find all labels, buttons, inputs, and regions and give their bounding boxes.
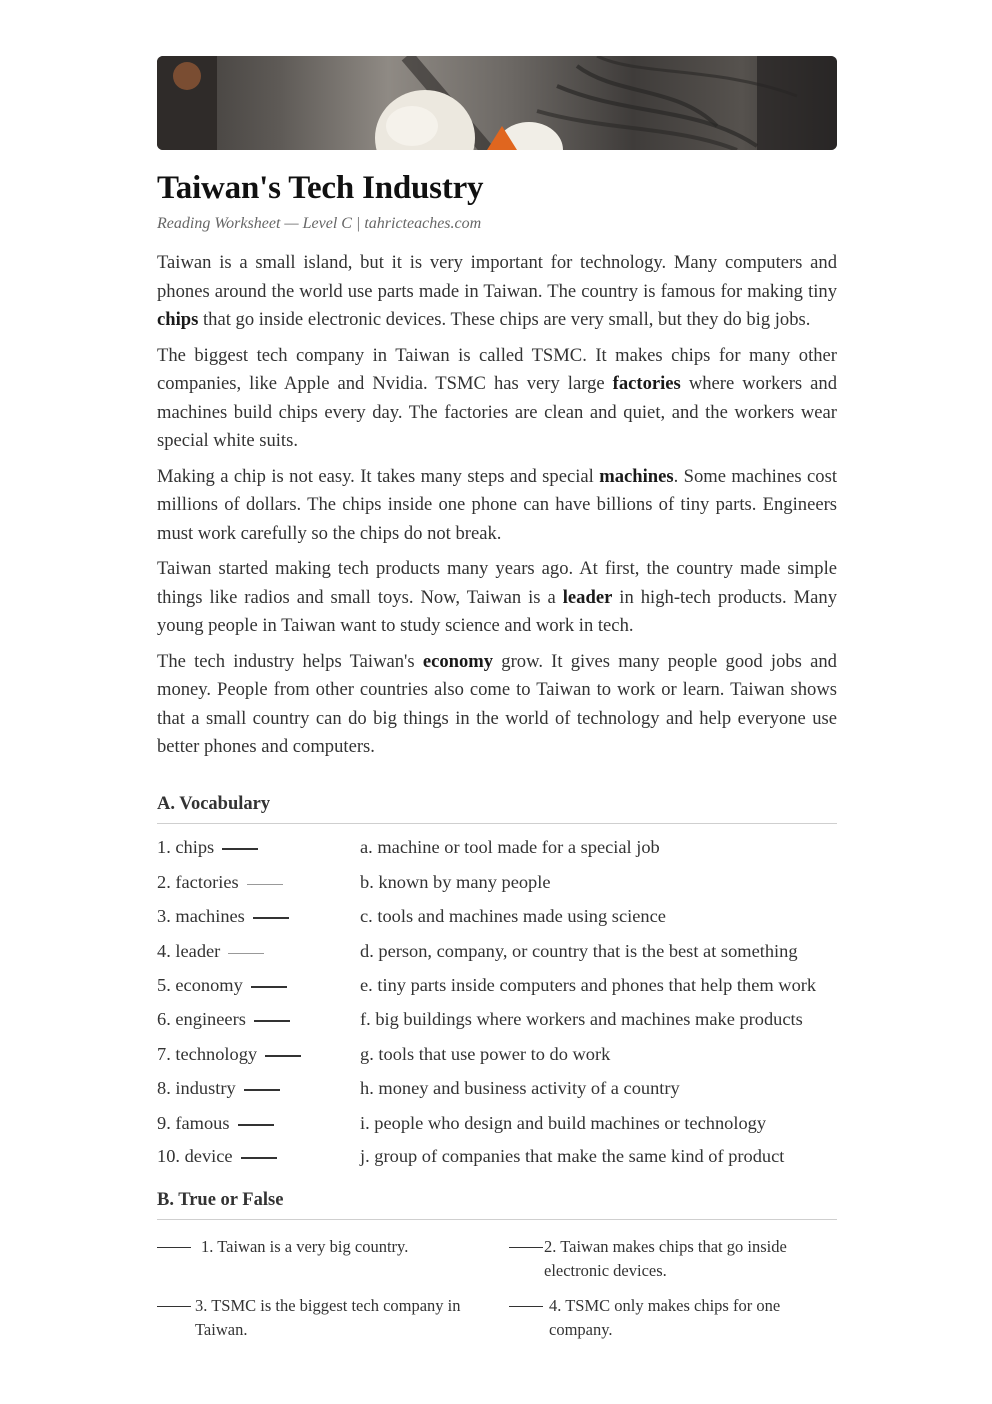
vocab-row: [157, 837, 877, 863]
answer-blank[interactable]: [222, 848, 258, 850]
paragraph: Taiwan is a small island, but it is very important for technology. Many computers and phones around the world use parts made in Taiwan. The country is famous for making tiny chips that go inside electronic devices. These chips are very small, but they do big jobs.: [157, 252, 837, 330]
answer-blank[interactable]: [509, 1247, 543, 1248]
vocab-term: 3. machines: [157, 906, 245, 926]
vocab-term: 4. leader: [157, 941, 221, 961]
page-title: Taiwan's Tech Industry: [157, 170, 484, 206]
true-false-heading: B. True or False: [157, 1190, 837, 1220]
paragraph: The biggest tech company in Taiwan is called TSMC. It makes chips for many other companies, like Apple and Nvidia. TSMC has very large factories where workers and machines build chips every day. The factories are clean and quiet, and the workers wear special white suits.: [157, 344, 838, 451]
vocab-term: 8. industry: [157, 1078, 236, 1098]
vocab-row: [157, 872, 877, 898]
vocab-row: [157, 906, 877, 932]
worksheet-page: [157, 56, 838, 1339]
true-false-item: 3. TSMC is the biggest tech company in Taiwan.: [157, 1294, 487, 1342]
paragraph: The tech industry helps Taiwan's economy grow. It gives many people good jobs and money. People from other countries also come to Taiwan to work or learn. Taiwan shows that a small country can do big things in the world of technology and help everyone use better phones and computers.: [157, 650, 837, 757]
vocab-row: [157, 1146, 877, 1172]
vocab-term: 2. factories: [157, 872, 239, 892]
answer-blank[interactable]: [157, 1247, 191, 1248]
vocab-definition: e. tiny parts inside computers and phones that help them work: [360, 975, 817, 995]
true-false-item: 1. Taiwan is a very big country.: [157, 1235, 487, 1283]
keyword: economy: [422, 650, 494, 672]
answer-blank[interactable]: [251, 986, 287, 988]
vocab-definition: g. tools that use power to do work: [360, 1044, 611, 1064]
vocab-row: [157, 1113, 877, 1139]
keyword: machines: [599, 465, 674, 487]
reading-passage: [157, 249, 837, 769]
answer-blank[interactable]: [247, 884, 283, 885]
vocab-definition: a. machine or tool made for a special job: [360, 837, 660, 857]
vocabulary-heading: A. Vocabulary: [157, 794, 837, 824]
page-subtitle: Reading Worksheet — Level C | tahricteaches.com: [157, 215, 482, 232]
true-false-item: 4. TSMC only makes chips for one company.: [509, 1294, 829, 1342]
answer-blank[interactable]: [509, 1306, 543, 1307]
vocab-term: 6. engineers: [157, 1009, 246, 1029]
chip-factory-photo: [157, 56, 837, 150]
paragraph: Making a chip is not easy. It takes many steps and special machines. Some machines cost millions of dollars. The chips inside one phone can have billions of tiny parts. Engineers must work carefully so the chips do not break.: [157, 465, 837, 544]
answer-blank[interactable]: [157, 1306, 191, 1307]
answer-blank[interactable]: [253, 917, 289, 919]
keyword: chips: [157, 309, 199, 330]
vocab-term: 9. famous: [157, 1113, 230, 1133]
keyword: leader: [562, 586, 613, 608]
answer-blank[interactable]: [228, 953, 264, 954]
vocab-definition: i. people who design and build machines or technology: [360, 1113, 767, 1133]
answer-blank[interactable]: [265, 1055, 301, 1057]
vocab-definition: b. known by many people: [360, 872, 551, 892]
vocab-definition: c. tools and machines made using science: [360, 906, 666, 926]
vocab-definition: h. money and business activity of a country: [360, 1078, 680, 1098]
answer-blank[interactable]: [238, 1124, 274, 1126]
vocab-definition: d. person, company, or country that is the best at something: [360, 941, 798, 961]
vocab-row: [157, 1078, 877, 1104]
header-banner-image: [157, 56, 837, 150]
vocab-term: 5. economy: [157, 975, 243, 995]
vocab-row: [157, 941, 877, 967]
vocab-term: 7. technology: [157, 1044, 258, 1064]
true-false-item: 2. Taiwan makes chips that go inside electronic devices.: [509, 1235, 829, 1283]
vocab-row: [157, 1044, 877, 1070]
answer-blank[interactable]: [254, 1020, 290, 1022]
answer-blank[interactable]: [241, 1157, 277, 1159]
vocab-row: [157, 975, 877, 1001]
vocab-definition: j. group of companies that make the same kind of product: [360, 1146, 785, 1166]
vocab-definition: f. big buildings where workers and machines make products: [360, 1009, 803, 1029]
answer-blank[interactable]: [244, 1089, 280, 1091]
vocab-term: 10. device: [157, 1146, 233, 1166]
vocab-row: [157, 1009, 877, 1035]
vocab-term: 1. chips: [157, 837, 215, 857]
paragraph: Taiwan started making tech products many years ago. At first, the country made simple things like radios and small toys. Now, Taiwan is a leader in high-tech products. Many young people in Taiwan want to study science and work in tech.: [157, 558, 838, 636]
keyword: factories: [612, 373, 681, 394]
